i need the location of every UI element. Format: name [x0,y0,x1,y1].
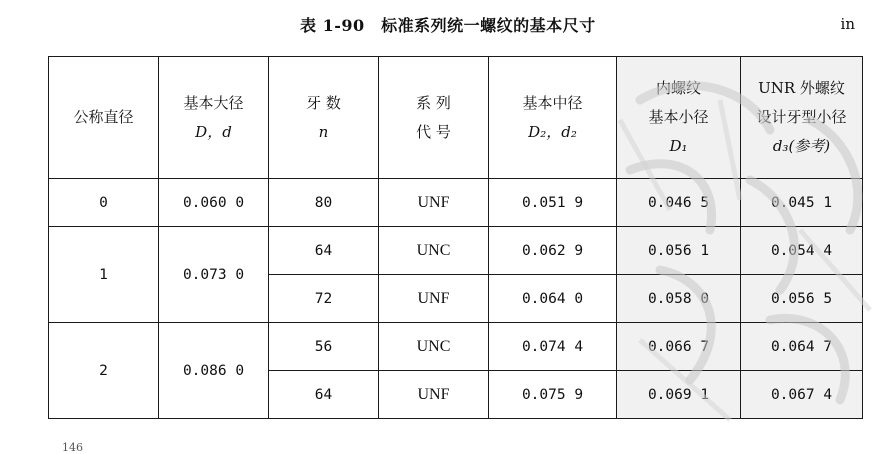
cell-pitch: 0.062 9 [489,227,617,275]
header-unr-label-1: UNR 外螺纹 [758,79,845,97]
header-major-label: 基本大径 [183,93,244,112]
cell-major: 0.073 0 [159,227,269,323]
header-major-symbol: D，d [195,122,232,141]
header-threads-symbol: n [318,122,329,141]
header-major-diameter [159,57,269,179]
cell-series: UNC [379,227,489,275]
cell-series: UNF [379,275,489,323]
cell-nominal: 1 [49,227,159,323]
cell-minor: 0.066 7 [617,323,741,371]
cell-unr: 0.056 5 [741,275,863,323]
cell-threads: 64 [269,227,379,275]
header-threads-per-inch [269,57,379,179]
header-unr-symbol: d₃(参考) [772,137,831,155]
cell-threads: 64 [269,371,379,419]
cell-unr: 0.064 7 [741,323,863,371]
header-internal-minor-diameter [617,57,741,179]
cell-unr: 0.067 4 [741,371,863,419]
header-pitch-label: 基本中径 [522,93,583,112]
unit-label: in [840,15,855,33]
cell-threads: 72 [269,275,379,323]
header-nominal-diameter [49,57,159,179]
cell-series: UNF [379,179,489,227]
header-unr-minor-diameter [741,57,863,179]
cell-unr: 0.045 1 [741,179,863,227]
header-minor-symbol: D₁ [669,137,688,155]
cell-unr: 0.054 4 [741,227,863,275]
cell-nominal: 2 [49,323,159,419]
header-unr-label-2: 设计牙型小径 [756,108,847,126]
cell-pitch: 0.051 9 [489,179,617,227]
header-minor-label-1: 内螺纹 [655,79,701,97]
table-row [49,323,863,371]
header-row [49,57,863,179]
table-row [49,179,863,227]
cell-series: UNF [379,371,489,419]
header-nominal-label: 公称直径 [73,108,134,126]
cell-pitch: 0.074 4 [489,323,617,371]
cell-minor: 0.058 0 [617,275,741,323]
table-row [49,227,863,275]
table-caption [0,10,891,36]
cell-major: 0.060 0 [159,179,269,227]
header-pitch-symbol: D₂，d₂ [528,122,577,141]
cell-series: UNC [379,323,489,371]
cell-minor: 0.046 5 [617,179,741,227]
cell-major: 0.086 0 [159,323,269,419]
header-threads-label: 牙 数 [306,93,341,112]
cell-nominal: 0 [49,179,159,227]
cell-threads: 80 [269,179,379,227]
header-minor-label-2: 基本小径 [648,108,709,126]
thread-dimensions-table [48,56,863,419]
cell-minor: 0.056 1 [617,227,741,275]
page-number-fragment: 146 [62,441,83,454]
header-series-label-1: 系 列 [416,93,451,112]
table-title: 表 1-90 标准系列统一螺纹的基本尺寸 [300,16,596,35]
cell-pitch: 0.064 0 [489,275,617,323]
header-series-label-2: 代 号 [416,122,451,141]
cell-minor: 0.069 1 [617,371,741,419]
cell-threads: 56 [269,323,379,371]
header-series-code [379,57,489,179]
header-pitch-diameter [489,57,617,179]
cell-pitch: 0.075 9 [489,371,617,419]
